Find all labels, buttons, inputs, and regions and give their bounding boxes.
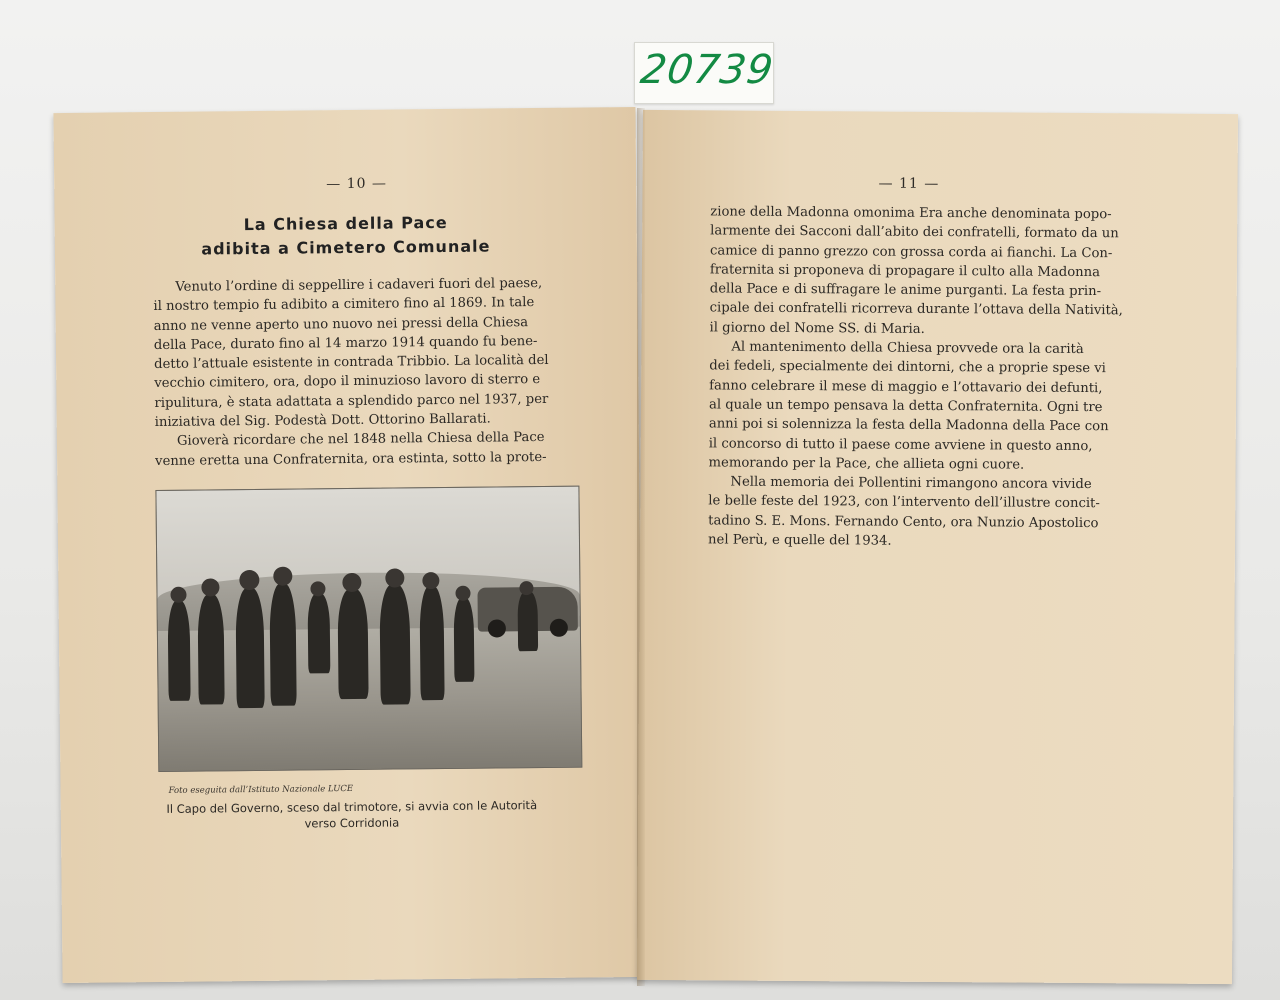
text-line: il concorso di tutto il paese come avviene in questo anno, bbox=[708, 435, 1093, 454]
text-line: Venuto l’ordine di seppellire i cadaveri fuori del paese, bbox=[175, 275, 543, 295]
photo-figure bbox=[308, 593, 331, 673]
text-line: Nella memoria dei Pollentini rimangono ancora vivide bbox=[730, 474, 1092, 493]
text-line: Al mantenimento della Chiesa provvede ora la carità bbox=[731, 339, 1084, 358]
text-line: anno ne venne aperto uno nuovo nei pressi della Chiesa bbox=[153, 314, 529, 334]
photo-figure bbox=[419, 586, 444, 700]
section-heading-line-2: adibita a Cimetero Comunale bbox=[201, 236, 491, 259]
booklet-spine bbox=[637, 108, 645, 986]
text-line: della Pace, durato fino al 14 marzo 1914 quando fu bene- bbox=[153, 333, 538, 353]
text-line: il giorno del Nome SS. di Maria. bbox=[709, 320, 925, 337]
photo-figure-head bbox=[422, 572, 439, 589]
inventory-code: 20739 bbox=[637, 47, 777, 93]
vehicle-wheel bbox=[488, 619, 506, 637]
text-line: fanno celebrare il mese di maggio e l’ottavario dei defunti, bbox=[709, 378, 1103, 396]
photo-figure-head bbox=[455, 586, 470, 601]
text-line: zione della Madonna omonima Era anche denominata popo- bbox=[710, 204, 1112, 223]
text-line: al quale un tempo pensava la detta Confraternita. Ogni tre bbox=[708, 397, 1103, 416]
left-page bbox=[53, 107, 644, 983]
text-line: nel Perù, e quelle del 1934. bbox=[707, 532, 892, 549]
photo-figure bbox=[168, 601, 191, 701]
photo-figure bbox=[269, 584, 296, 706]
text-line: venne eretta una Confraternita, ora estinta, sotto la prote- bbox=[155, 449, 547, 469]
photo-figure-head bbox=[239, 570, 259, 590]
photo-caption-line-1: Il Capo del Governo, sceso dal trimotore, si avvia con le Autorità bbox=[166, 798, 538, 816]
text-line: larmente dei Sacconi dall’abito dei confratelli, formato da un bbox=[710, 223, 1119, 242]
right-page bbox=[637, 110, 1238, 984]
photo-figure bbox=[198, 594, 225, 704]
photo-figure bbox=[337, 589, 368, 699]
text-line: camice di panno grezzo con grossa corda ai fianchi. La Con- bbox=[710, 242, 1113, 261]
section-heading-line-1: La Chiesa della Pace bbox=[243, 212, 448, 235]
photo-figure-head bbox=[201, 578, 219, 596]
text-line: ripulitura, è stata adattata a splendido parco nel 1937, per bbox=[154, 391, 549, 411]
text-line: iniziativa del Sig. Podestà Dott. Ottorino Ballarati. bbox=[154, 411, 491, 431]
photo-figure bbox=[517, 591, 538, 651]
text-line: il nostro tempio fu adibito a cimitero fino al 1869. In tale bbox=[153, 295, 535, 315]
page-number-right: — 11 — bbox=[878, 175, 940, 193]
text-line: le belle feste del 1923, con l’intervento dell’illustre concit- bbox=[708, 493, 1100, 512]
vehicle-wheel bbox=[550, 619, 568, 637]
left-body-text bbox=[153, 274, 571, 471]
page-number-left: — 10 — bbox=[326, 175, 388, 193]
photo-figure-head bbox=[170, 587, 186, 603]
text-line: Gioverà ricordare che nel 1848 nella Chiesa della Pace bbox=[176, 430, 545, 450]
photo-figure-head bbox=[310, 581, 325, 596]
photo-figure-head bbox=[273, 567, 292, 586]
historical-photo bbox=[155, 486, 582, 772]
text-line: vecchio cimitero, ora, dopo il minuzioso lavoro di sterro e bbox=[154, 372, 541, 392]
photo-figure-head bbox=[519, 581, 533, 595]
text-line: cipale dei confratelli ricorreva durante l’ottava della Natività, bbox=[709, 300, 1123, 319]
photo-credit: Foto eseguita dall’Istituto Nazionale LUCE bbox=[168, 783, 354, 796]
photo-figure bbox=[454, 598, 475, 682]
photo-figure-head bbox=[385, 568, 404, 587]
inventory-sticker bbox=[634, 42, 777, 104]
photo-figure-head bbox=[342, 573, 361, 592]
text-line: fraternita si proponeva di propagare il culto alla Madonna bbox=[709, 262, 1101, 281]
text-line: della Pace e di suffragare le anime purganti. La festa prin- bbox=[709, 281, 1102, 300]
open-booklet bbox=[50, 100, 1242, 980]
text-line: tadino S. E. Mons. Fernando Cento, ora Nunzio Apostolico bbox=[708, 513, 1099, 531]
text-line: dei fedeli, specialmente dei dintorni, che a proprie spese vi bbox=[709, 358, 1106, 377]
right-body-text bbox=[708, 202, 1140, 552]
photo-figure bbox=[235, 588, 264, 708]
text-line: anni poi si solennizza la festa della Madonna della Pace con bbox=[708, 416, 1109, 435]
text-line: detto l’attuale esistente in contrada Tribbio. La località del bbox=[154, 353, 549, 373]
text-line: memorando per la Pace, che allieta ogni cuore. bbox=[708, 455, 1025, 473]
photo-caption-line-2: verso Corridonia bbox=[304, 815, 400, 831]
photo-figure bbox=[379, 584, 410, 704]
